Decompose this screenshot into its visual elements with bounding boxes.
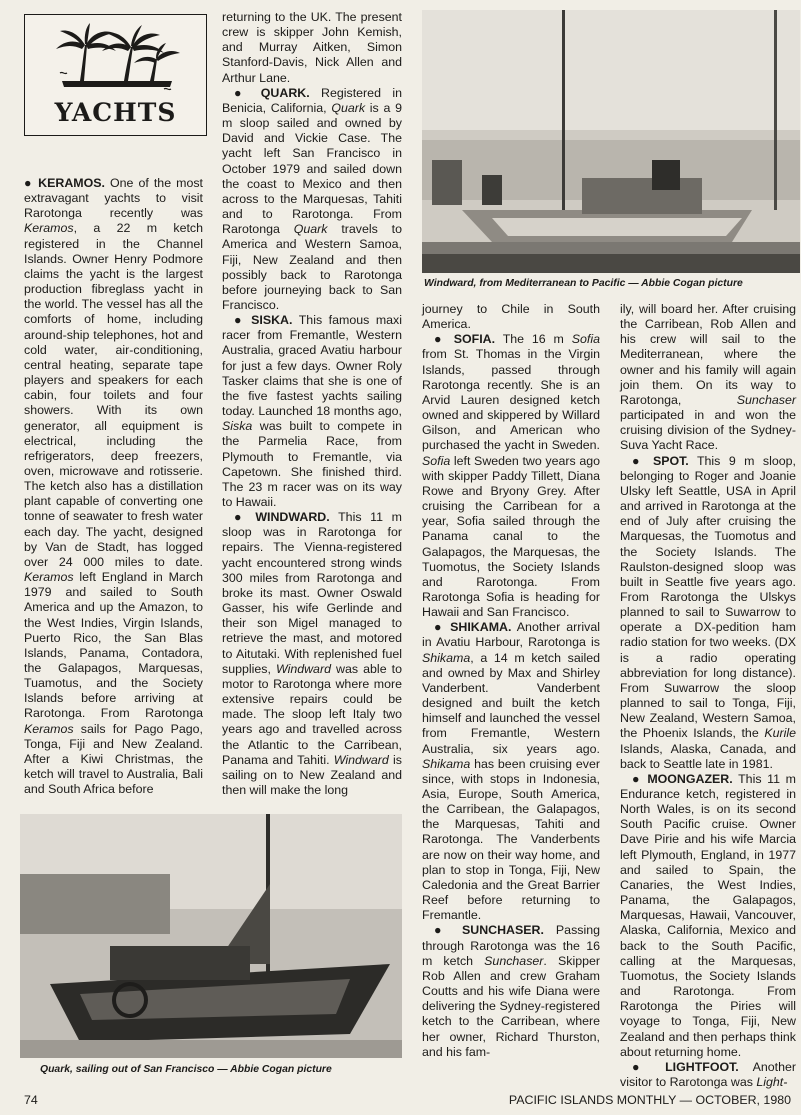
yacht-name-shikama: SHIKAMA. [450, 620, 512, 635]
bullet: ● [632, 771, 648, 786]
text-run: This 9 m sloop, belonging to Roger and Joanie Ulsky left Seattle, USA in April and arrived in Rarotonga at the end of July after cruising the Marquesas, the Tuomotus and the Society Islands. The Raulston-designed sloop was built in Seattle five years ago. From Rarotonga the Ulskys planned to sail to Suwarrow to operate a DX-pedition ham radio station for two weeks. (DX is a radio operating abbreviation for long distance). From Suwarrow the sloop planned to sail to Tonga, Fiji, New Zealand, Western Samoa, the Phoenix Islands, the [620, 453, 796, 741]
yacht-name-keramos: KERAMOS. [38, 176, 105, 190]
paragraph-sunchaser-cont [620, 302, 796, 454]
yacht-italic: Sunchaser [484, 953, 544, 968]
photo-windward [422, 10, 800, 273]
paragraph-keramos [24, 176, 203, 797]
text-run: left Sweden two years ago with skipper Paddy Tillett, Diana Rowe and Bryony Grey. After cruising the Carribean for a year, Sofia sailed through the Panama canal to the Galapagos, the Marquesas, the Tuomotus, the Society Islands and Rarotonga. From Rarotonga Sofia is heading for Hawaii and San Francisco. [422, 453, 600, 620]
photo-caption-quark: Quark, sailing out of San Francisco — Abbie Cogan picture [40, 1064, 332, 1075]
yacht-name-quark: QUARK. [260, 85, 310, 100]
yacht-italic: Sofia [422, 453, 451, 468]
text-run: returning to the UK. The present crew is skipper John Kemish, and Murray Aitken, Simon Stanford-Davis, Nick Allen and Arthur Lane. [222, 10, 402, 85]
text-run: was built to compete in the Parmelia Race, from Plymouth to Fremantle, via Capetown. She finished third. The 23 m racer was on its way to Hawaii. [222, 419, 402, 509]
text-run: Passing through Rarotonga was the 16 m ketch [422, 923, 600, 968]
text-run: The 16 m [495, 332, 572, 347]
text-run: Islands, Alaska, Canada, and back to Seattle late in 1981. [620, 741, 796, 771]
paragraph-windward [222, 510, 402, 798]
photo-caption-windward: Windward, from Mediterranean to Pacific — Abbie Cogan picture [424, 278, 743, 289]
article-column-3 [422, 302, 600, 1060]
yacht-name-sunchaser: SUNCHASER. [462, 923, 544, 938]
article-column-4 [620, 302, 796, 1090]
palm-trees-icon [52, 23, 182, 93]
yacht-italic: Keramos [24, 570, 74, 585]
text-run: This 11 m Endurance ketch, registered in North Wales, is on its second South Pacific cruise. Owner Dave Pirie and his wife Marcia left Plymouth, England, in 1977 and sailed to Spain, the Canaries, the West Indies, Panama, the Galapagos, Marquesas, Hawaii, Vancouver, Alaska, California, Mexico and back to the South Pacific, calling at the Marquesas, Tuomotus, the Society Islands and Rarotonga. From Rarotonga the Piries will voyage to Tonga, Fiji, New Zealand and then perhaps think about returning home. [620, 771, 796, 1059]
page-number: 74 [24, 1093, 38, 1107]
bullet: ● [24, 176, 39, 190]
text-run: One of the most extravagant yachts to visit Rarotonga recently was [24, 176, 203, 221]
text-run: Another arrival in Avatiu Harbour, Rarotonga is [422, 620, 600, 650]
photo-quark-image [20, 814, 402, 1058]
place-italic: Kurile [764, 726, 796, 741]
text-run: This famous maxi racer from Fremantle, Western Australia, graced Avatiu harbour for just a few days. Owner Roly Tasker claims that she is one of the five fastest yachts sailing today. Launched 18 months ago, [222, 313, 402, 419]
yacht-italic: Keramos [24, 721, 74, 736]
yacht-italic: Sunchaser [736, 392, 796, 407]
yacht-italic: Light- [756, 1074, 788, 1089]
article-column-2 [222, 10, 402, 798]
yacht-name-moongazer: MOONGAZER. [647, 771, 733, 786]
paragraph-sunchaser [422, 923, 600, 1059]
text-run: travels to America and Western Samoa, Fiji, New Zealand and then possibly back to Rarotonga before journeying back to San Francisco. [222, 222, 402, 312]
yacht-name-windward: WINDWARD. [255, 510, 330, 525]
text-run: , a 14 m ketch sailed and owned by Max and Shirley Vanderbent. Vanderbent designed and built the ketch himself and launched the vessel from Fremantle, Western Australia, six years ago. [422, 650, 600, 756]
text-run: has been cruising ever since, with stops in Indonesia, Asia, Europe, South America, the Carribean, the Galapagos, the Marquesas, Tahiti and Rarotonga. The Vanderbents are now on their way home, and plan to stop in Tonga, Fiji, New Caledonia and the Great Barrier Reef before returning to Fremantle. [422, 756, 600, 923]
yacht-italic: Windward [333, 752, 389, 767]
yacht-italic: Siska [222, 419, 253, 434]
text-run: journey to Chile in South America. [422, 302, 600, 332]
paragraph-windward-cont [422, 302, 600, 332]
text-run: , a 22 m ketch registered in the Channel Islands. Owner Henry Podmore claims the yacht is the largest production fibreglass yacht in the world. The vessel has all the comforts of home, including around-ship telephones, hot and cold water, air-conditioning, central heating, separate tape players and speakers for each cabin, four toilets and four showers. With its own generator, all equipment is electrical, including the refrigerators, deep freezers, oven, microwave and rotisserie. The ketch also has a distillation plant capable of converting one tonne of seawater to fresh water each day. The yacht, designed by Van de Stadt, has logged over 24 000 miles to date. [24, 221, 203, 569]
text-run: was able to motor to Rarotonga where more extensive repairs could be made. The sloop left Italy two years ago and travelled across the Atlantic to the Carribean, Panama and Tahiti. [222, 661, 402, 767]
paragraph-siska [222, 313, 402, 510]
yacht-name-lightfoot: LIGHTFOOT. [665, 1059, 739, 1074]
bullet: ● [434, 620, 451, 635]
yacht-italic: Quark [331, 100, 366, 115]
paragraph-keramos-cont [222, 10, 402, 86]
paragraph-moongazer [620, 772, 796, 1060]
bullet: ● [234, 510, 256, 525]
bullet: ● [234, 313, 252, 328]
yacht-italic: Sofia [571, 332, 600, 347]
text-run: ily, will board her. After cruising the Carribean, Rob Allen and his crew will sail to the Mediterranean, where the owner and his family will again join them. On its way to Rarotonga, [620, 302, 796, 407]
paragraph-shikama [422, 620, 600, 923]
yacht-name-siska: SISKA. [251, 313, 293, 328]
text-run: Another visitor to Rarotonga was [620, 1059, 796, 1089]
text-run: This 11 m sloop was in Rarotonga for repairs. The Vienna-registered yacht encountered strong winds 300 miles from Rarotonga and broke its mast. Owner Oswald Gasser, his wife Gerlinde and their son Migel managed to retrieve the mast, and motored to Aitutaki. With replenished fuel supplies, [222, 510, 402, 676]
text-run: Registered in Benicia, California, [222, 85, 402, 115]
bullet: ● [434, 332, 454, 347]
yacht-italic: Quark [293, 222, 328, 237]
text-run: is sailing on to New Zealand and then will make the long [222, 752, 402, 797]
yacht-name-spot: SPOT. [652, 453, 689, 468]
text-run: participated in and won the cruising division of the Sydney-Suva Yacht Race. [620, 408, 796, 453]
photo-windward-image [422, 10, 800, 273]
yacht-italic: Keramos [24, 221, 74, 236]
paragraph-lightfoot [620, 1060, 796, 1090]
paragraph-sofia [422, 332, 600, 620]
bullet: ● [234, 85, 261, 100]
yacht-italic: Shikama [422, 756, 471, 771]
section-title: YACHTS [54, 98, 177, 127]
photo-quark [20, 814, 402, 1058]
yacht-italic: Shikama [422, 650, 471, 665]
paragraph-quark [222, 86, 402, 313]
article-column-1 [24, 176, 203, 797]
bullet: ● [632, 1059, 666, 1074]
text-run: left England in March 1979 and sailed to South America and up the Amazon, to the West Indies, Virgin Islands, Puerto Rico, the San Blas Islands, Panama, Contadora, the Galapagos, Marquesas, Tuamotus, and the Society Islands before arriving at Rarotonga. From Rarotonga [24, 570, 203, 721]
text-run: . Skipper Rob Allen and crew Graham Coutts and his wife Diana were delivering the Sydney-registered ketch to the Carribean, where her owner, Richard Thurston, and his fam- [422, 953, 600, 1059]
section-header-box [24, 14, 207, 136]
bullet: ● [632, 453, 653, 468]
text-run: sails for Pago Pago, Tonga, Fiji and New Zealand. After a Kiwi Christmas, the ketch will travel to Australia, Bali and South Africa before [24, 721, 203, 797]
yacht-italic: Windward [275, 661, 331, 676]
bullet: ● [434, 923, 462, 938]
paragraph-spot [620, 454, 796, 772]
publication-footer: PACIFIC ISLANDS MONTHLY — OCTOBER, 1980 [508, 1093, 791, 1107]
text-run: from St. Thomas in the Virgin Islands, passed through Rarotonga recently. She is an Arvid Lauren designed ketch owned and skippered by Willard Gilson, and American who purchased the yacht in Sweden. [422, 347, 600, 453]
text-run: is a 9 m sloop sailed and owned by David and Vickie Case. The yacht left San Francisco in October 1979 and sailed down the coast to Mexico and then across to the Marquesas, Tahiti and to Rarotonga. From Rarotonga [222, 100, 402, 237]
yacht-name-sofia: SOFIA. [453, 332, 496, 347]
